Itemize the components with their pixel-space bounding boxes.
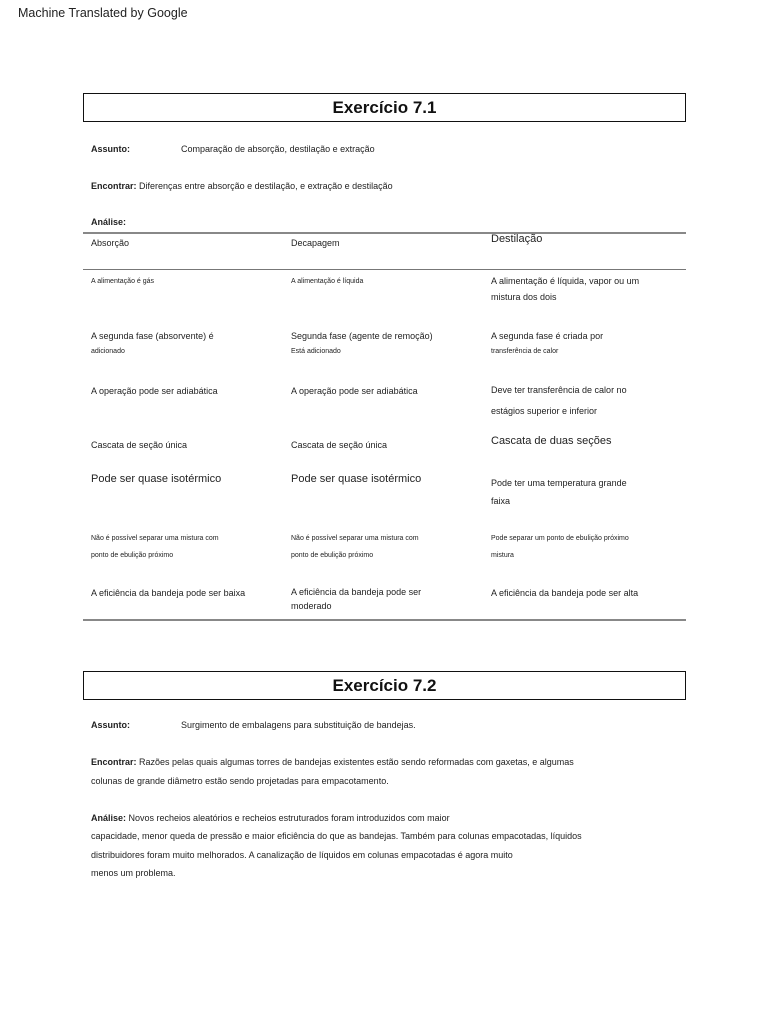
exercise-7-1-title-box: [83, 93, 686, 122]
exercise-7-1-title: Exercício 7.1: [332, 97, 437, 117]
table-cell: A alimentação é líquida: [291, 278, 364, 285]
table-cell: Pode ser quase isotérmico: [91, 473, 222, 485]
table-cell: Cascata de seção única: [291, 440, 388, 450]
ex2-encontrar-line-2: colunas de grande diâmetro estão sendo projetadas para empacotamento.: [91, 776, 389, 786]
table-cell: A eficiência da bandeja pode ser moderado: [291, 587, 422, 611]
ex2-analise-line-1: Análise: Novos recheios aleatórios e recheios estruturados foram introduzidos com maior: [91, 813, 450, 823]
col-header-absorcao: Absorção: [91, 238, 130, 248]
machine-translation-header: Machine Translated by Google: [18, 6, 188, 20]
table-cell: A eficiência da bandeja pode ser alta: [491, 588, 639, 598]
table-cell: Pode ser quase isotérmico: [291, 473, 422, 485]
table-cell: Não é possível separar uma mistura com ponto de ebulição próximo: [91, 535, 219, 559]
table-cell: A segunda fase é criada por transferência de calor: [491, 331, 604, 355]
table-cell: A alimentação é líquida, vapor ou um mistura dos dois: [491, 276, 640, 302]
table-cell: A alimentação é gás: [91, 278, 155, 285]
table-cell: A eficiência da bandeja pode ser baixa: [91, 588, 246, 598]
table-cell: Pode ter uma temperatura grande faixa: [491, 478, 627, 506]
ex2-assunto-text: Surgimento de embalagens para substituição de bandejas.: [181, 720, 416, 730]
col-header-destilacao: Destilação: [491, 233, 543, 245]
table-cell: Não é possível separar uma mistura com ponto de ebulição próximo: [291, 535, 419, 559]
exercise-7-2-title-box: [83, 671, 686, 700]
exercise-7-2-title: Exercício 7.2: [332, 675, 437, 695]
table-cell: Pode separar um ponto de ebulição próximo mistura: [491, 535, 629, 559]
ex1-assunto-label: Assunto:: [91, 144, 130, 154]
ex2-encontrar-line-1: Encontrar: Razões pelas quais algumas torres de bandejas existentes estão sendo reformadas com gaxetas, e algumas: [91, 757, 574, 767]
ex1-analise-label: Análise:: [91, 217, 127, 227]
ex1-encontrar: Encontrar: Diferenças entre absorção e destilação, e extração e destilação: [91, 181, 393, 191]
ex1-assunto-text: Comparação de absorção, destilação e extração: [181, 144, 375, 154]
table-cell: Cascata de seção única: [91, 440, 188, 450]
table-cell: A segunda fase (absorvente) é adicionado: [91, 331, 214, 355]
ex2-analise-line-2: capacidade, menor queda de pressão e maior eficiência do que as bandejas. Também para colunas empacotadas, líquidos: [91, 831, 582, 841]
ex2-analise-line-3: distribuidores foram muito melhorados. A canalização de líquidos em colunas empacotadas é agora muito: [91, 850, 513, 860]
table-cell: A operação pode ser adiabática: [91, 386, 218, 396]
ex2-assunto-label: Assunto:: [91, 720, 130, 730]
table-cell: A operação pode ser adiabática: [291, 386, 418, 396]
ex2-analise-line-4: menos um problema.: [91, 868, 176, 878]
table-cell: Cascata de duas seções: [491, 435, 612, 447]
table-cell: Segunda fase (agente de remoção) Está adicionado: [291, 331, 433, 355]
table-header-rule: [83, 269, 686, 270]
table-cell: Deve ter transferência de calor no estágios superior e inferior: [491, 385, 627, 416]
col-header-decapagem: Decapagem: [291, 238, 340, 248]
table-bottom-rule: [83, 619, 686, 621]
